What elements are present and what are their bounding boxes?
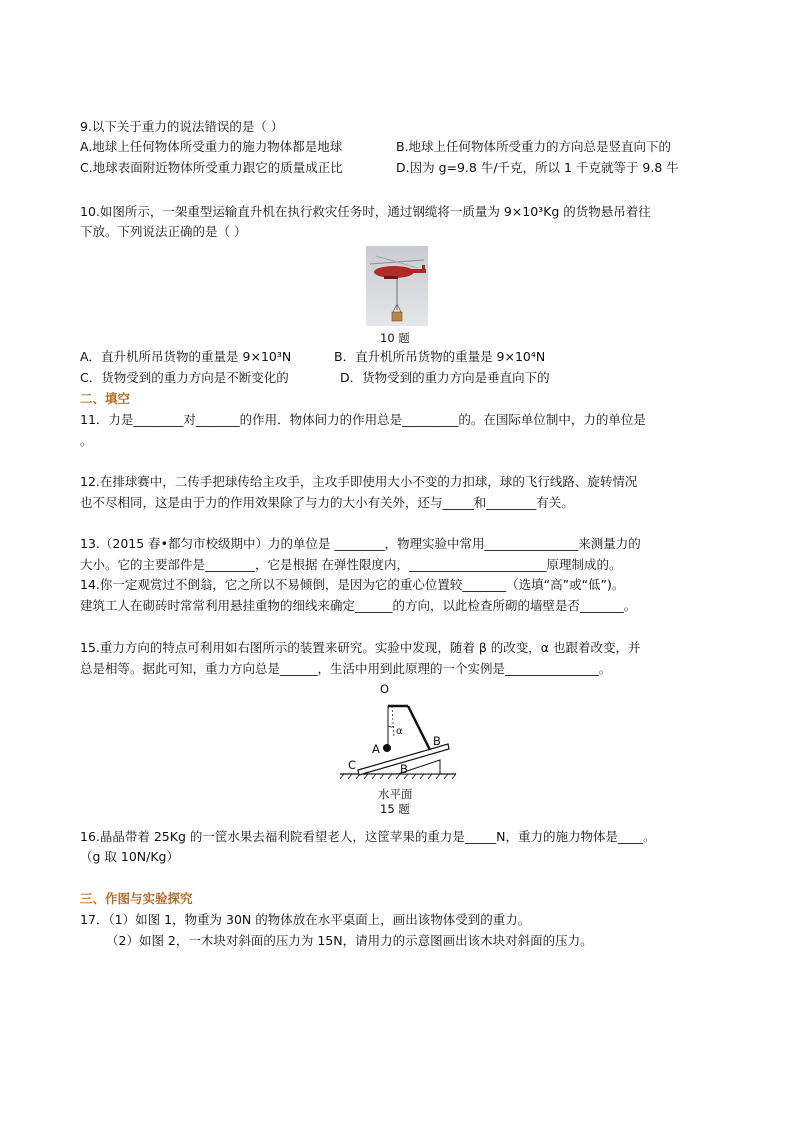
q15-figure-caption: 15 题	[380, 802, 410, 816]
q17-line1: 17．（1）如图 1，物重为 30N 的物体放在水平桌面上，画出该物体受到的重力。	[80, 912, 531, 927]
q12-line1: 12.在排球赛中，二传手把球传给主攻手，主攻手即使用大小不变的力扣球，球的飞行线路、旋转情况	[80, 474, 638, 489]
q9-option-d: D.因为 g=9.8 牛/千克，所以 1 千克就等于 9.8 牛	[396, 160, 679, 175]
q10-stem-line1: 10.如图所示，一架重型运输直升机在执行救灾任务时，通过钢缆将一质量为 9×10³Kg 的货物悬吊着往	[80, 204, 651, 219]
q15-line2: 总是相等。据此可知，重力方向总是______，生活中用到此原理的一个实例是_______________。	[80, 661, 612, 676]
q13-line1: 13.（2015 春•都匀市校级期中）力的单位是 ________，物理实验中常用_______________来测量力的	[80, 536, 641, 551]
q9-option-c: C.地球表面附近物体所受重力跟它的质量成正比	[80, 160, 343, 175]
q16-line2: （g 取 10N/Kg）	[80, 849, 179, 864]
q9-option-b: B.地球上任何物体所受重力的方向总是竖直向下的	[396, 139, 672, 154]
q9-stem: 9.以下关于重力的说法错误的是（ ）	[80, 119, 284, 134]
q10-option-c: C．货物受到的重力方向是不断变化的	[80, 370, 289, 385]
section-3-heading: 三、作图与实验探究	[80, 891, 193, 906]
fig15-label-b: B	[433, 734, 441, 748]
q15-line1: 15.重力方向的特点可利用如右图所示的装置来研究。实验中发现，随着 β 的改变，α 也跟着改变，并	[80, 640, 641, 655]
q11-line1: 11．力是________对_______的作用．物体间力的作用总是_________的。在国际单位制中，力的单位是	[80, 412, 646, 427]
q10-option-b: B．直升机所吊货物的重量是 9×10⁴N	[334, 349, 546, 364]
fig15-ground-label: 水平面	[378, 787, 413, 801]
q14-line1: 14.你一定观赏过不倒翁，它之所以不易倾倒，是因为它的重心位置较_______（选填“高”或“低”)。	[80, 577, 625, 592]
q10-stem-line2: 下放。下列说法正确的是（ ）	[80, 224, 247, 239]
fig15-label-c: C	[348, 758, 357, 772]
q11-line2: 。	[80, 433, 93, 448]
q13-line2: 大小。它的主要部件是________，它是根据 在弹性限度内，______________________原理制成的。	[80, 557, 622, 572]
helicopter-photo	[366, 246, 428, 326]
fig15-label-o: O	[380, 682, 390, 696]
fig15-label-alpha: α	[396, 726, 403, 737]
q12-line2: 也不尽相同，这是由于力的作用效果除了与力的大小有关外，还与_____和________有关。	[80, 495, 574, 510]
q10-option-a: A．直升机所吊货物的重量是 9×10³N	[80, 349, 292, 364]
fig15-label-a: A	[372, 742, 380, 756]
q14-line2: 建筑工人在砌砖时常常利用悬挂重物的细线来确定______的方向，以此检查所砌的墙壁是否_______。	[80, 598, 637, 613]
q10-option-d: D．货物受到的重力方向是垂直向下的	[340, 370, 550, 385]
fig15-label-beta: B	[400, 762, 408, 776]
q9-option-a: A.地球上任何物体所受重力的施力物体都是地球	[80, 139, 343, 154]
q16-line1: 16.晶晶带着 25Kg 的一筐水果去福利院看望老人，这筐苹果的重力是_____N，重力的施力物体是____。	[80, 829, 656, 844]
section-2-heading: 二、填空	[80, 391, 131, 406]
gravity-direction-apparatus	[336, 682, 460, 788]
q10-figure-caption: 10 题	[380, 331, 410, 345]
q17-line2: （2）如图 2，一木块对斜面的压力为 15N，请用力的示意图画出该木块对斜面的压力。	[106, 933, 593, 948]
